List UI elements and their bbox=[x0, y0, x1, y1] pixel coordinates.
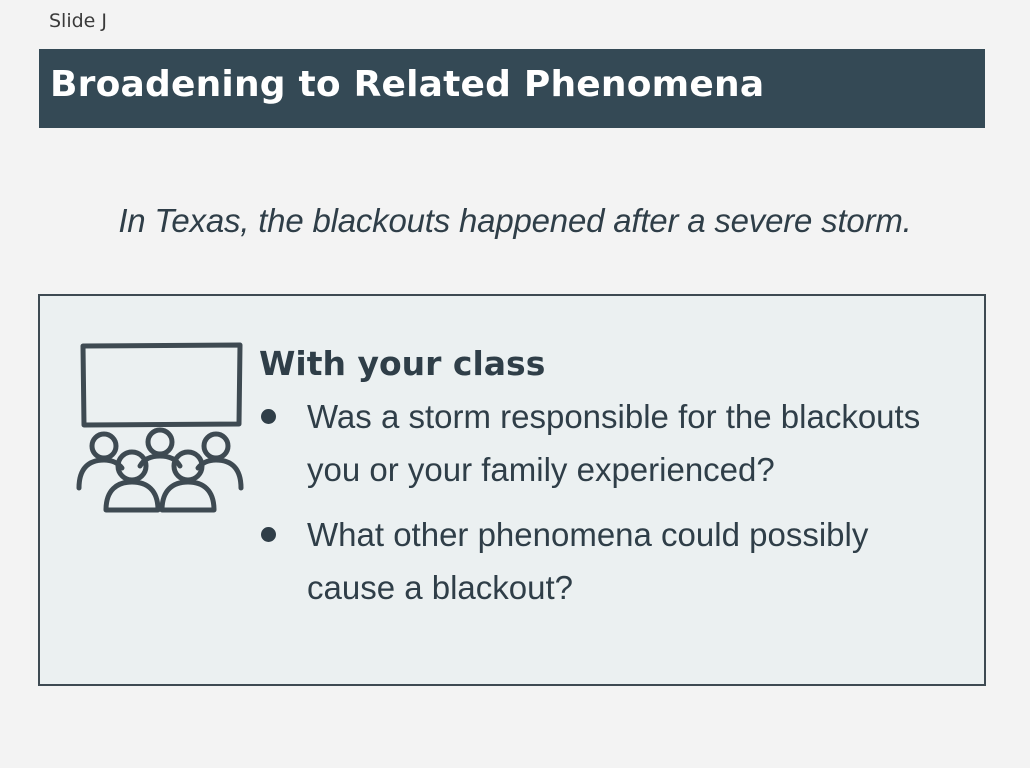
activity-box bbox=[38, 294, 986, 686]
discussion-list bbox=[259, 390, 959, 626]
slide-label: Slide J bbox=[49, 10, 108, 32]
slide-title: Broadening to Related Phenomena bbox=[50, 64, 765, 105]
intro-statement: In Texas, the blackouts happened after a severe storm. bbox=[118, 202, 912, 239]
list-item bbox=[259, 390, 959, 496]
bullet-icon bbox=[261, 527, 276, 542]
activity-heading: With your class bbox=[259, 344, 546, 383]
list-item bbox=[259, 508, 959, 614]
bullet-icon bbox=[261, 409, 276, 424]
class-discussion-icon bbox=[74, 340, 246, 516]
bullet-text: Was a storm responsible for the blackouts you or your family experienced? bbox=[307, 398, 921, 488]
title-bar bbox=[39, 49, 985, 128]
bullet-text: What other phenomena could possibly cause a blackout? bbox=[307, 516, 869, 606]
